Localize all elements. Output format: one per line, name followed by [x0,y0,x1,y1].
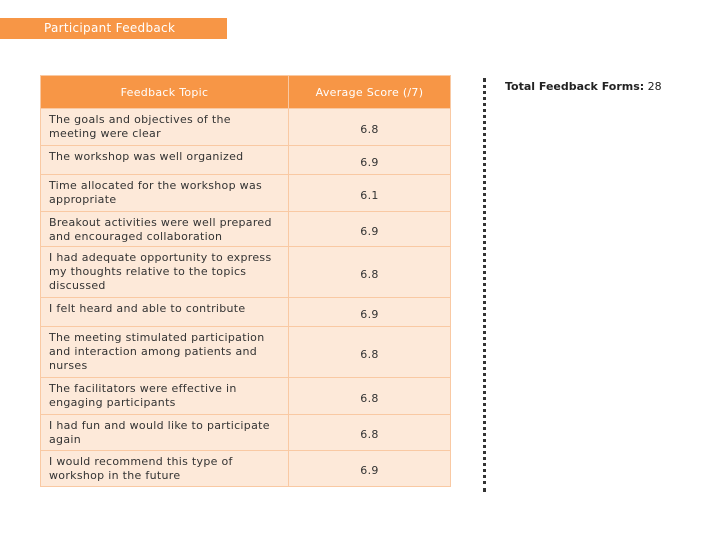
table-row [41,298,451,327]
feedback-topic: The meeting stimulated participation and interaction among patients and nurses [41,327,289,378]
table-row [41,451,451,487]
feedback-topic: I had adequate opportunity to express my thoughts relative to the topics discussed [41,247,289,298]
table-row [41,415,451,451]
column-header-score: Average Score (/7) [289,76,451,109]
feedback-topic: The workshop was well organized [41,146,289,175]
average-score: 6.8 [289,378,451,415]
table-row [41,327,451,378]
feedback-table [40,75,451,487]
total-label: Total Feedback Forms: [505,80,645,93]
column-header-topic: Feedback Topic [41,76,289,109]
feedback-topic: The facilitators were effective in engaging participants [41,378,289,415]
average-score: 6.8 [289,415,451,451]
average-score: 6.9 [289,212,451,247]
table-header-row [41,76,451,109]
table-row [41,146,451,175]
feedback-topic: Time allocated for the workshop was appropriate [41,175,289,212]
feedback-topic: Breakout activities were well prepared and encouraged collaboration [41,212,289,247]
feedback-topic: I had fun and would like to participate again [41,415,289,451]
feedback-topic: The goals and objectives of the meeting were clear [41,109,289,146]
total-feedback-forms [505,80,662,93]
table-row [41,175,451,212]
average-score: 6.1 [289,175,451,212]
table-row [41,109,451,146]
average-score: 6.9 [289,146,451,175]
table-row [41,247,451,298]
average-score: 6.8 [289,109,451,146]
table-row [41,212,451,247]
average-score: 6.9 [289,451,451,487]
dotted-divider [483,78,486,492]
feedback-topic: I felt heard and able to contribute [41,298,289,327]
total-value: 28 [647,80,662,93]
average-score: 6.9 [289,298,451,327]
average-score: 6.8 [289,247,451,298]
table-row [41,378,451,415]
feedback-topic: I would recommend this type of workshop in the future [41,451,289,487]
average-score: 6.8 [289,327,451,378]
page-title: Participant Feedback [0,18,227,39]
